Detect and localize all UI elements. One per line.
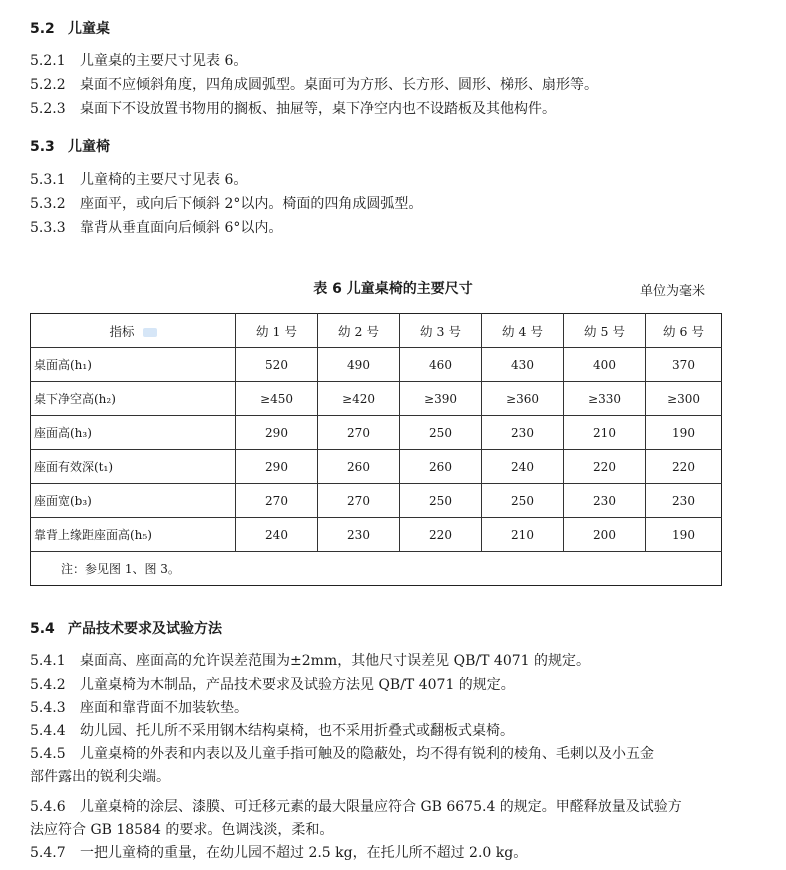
table-cell: 190 (646, 416, 722, 450)
table-cell: 230 (482, 416, 564, 450)
table-cell: 230 (318, 518, 400, 552)
clause-5-3-3: 5.3.3 靠背从垂直面向后倾斜 6°以内。 (30, 220, 283, 236)
table-cell: 370 (646, 348, 722, 382)
header-cell: 幼 2 号 (318, 314, 400, 348)
table-header-row (31, 314, 722, 348)
table-cell: ≥360 (482, 382, 564, 416)
table-cell: 250 (482, 484, 564, 518)
clause-5-4-6-continued: 法应符合 GB 18584 的要求。色调浅淡，柔和。 (30, 822, 334, 838)
dimensions-table (30, 313, 722, 586)
table-cell: 220 (400, 518, 482, 552)
table-cell: 250 (400, 484, 482, 518)
header-cell: 幼 1 号 (236, 314, 318, 348)
row-label: 座面宽(b₃) (31, 484, 236, 518)
table-cell: 190 (646, 518, 722, 552)
clause-5-4-2: 5.4.2 儿童桌椅为木制品，产品技术要求及试验方法见 QB/T 4071 的规定。 (30, 677, 515, 693)
table-cell: 220 (646, 450, 722, 484)
clause-5-3-2: 5.3.2 座面平，或向后下倾斜 2°以内。椅面的四角成圆弧型。 (30, 196, 423, 212)
clause-5-2-1: 5.2.1 儿童桌的主要尺寸见表 6。 (30, 53, 248, 69)
clause-5-4-5-continued: 部件露出的锐利尖端。 (30, 769, 170, 785)
table-cell: 270 (318, 416, 400, 450)
table-cell: 200 (564, 518, 646, 552)
table-title: 表 6 儿童桌椅的主要尺寸 (313, 281, 473, 297)
table-row (31, 382, 722, 416)
clause-5-4-4: 5.4.4 幼儿园、托儿所不采用钢木结构桌椅，也不采用折叠式或翻板式桌椅。 (30, 723, 514, 739)
table-cell: 230 (564, 484, 646, 518)
table-row (31, 484, 722, 518)
table-cell: 230 (646, 484, 722, 518)
section-heading-5-3: 5.3 儿童椅 (30, 139, 110, 155)
row-label: 座面有效深(t₁) (31, 450, 236, 484)
table-cell: 430 (482, 348, 564, 382)
header-cell: 幼 5 号 (564, 314, 646, 348)
row-label: 靠背上缘距座面高(h₅) (31, 518, 236, 552)
header-cell: 幼 6 号 (646, 314, 722, 348)
clause-5-2-2: 5.2.2 桌面不应倾斜角度，四角成圆弧型。桌面可为方形、长方形、圆形、梯形、扇形等。 (30, 77, 598, 93)
table-cell: 240 (482, 450, 564, 484)
clause-5-3-1: 5.3.1 儿童椅的主要尺寸见表 6。 (30, 172, 248, 188)
table-unit: 单位为毫米 (640, 284, 706, 299)
table-cell: 460 (400, 348, 482, 382)
table-cell: ≥330 (564, 382, 646, 416)
table-cell: 400 (564, 348, 646, 382)
watermark-logo-icon (143, 328, 157, 337)
table-cell: 210 (564, 416, 646, 450)
clause-5-4-3: 5.4.3 座面和靠背面不加装软垫。 (30, 700, 248, 716)
clause-5-4-1: 5.4.1 桌面高、座面高的允许误差范围为±2mm，其他尺寸误差见 QB/T 4071 的规定。 (30, 653, 590, 669)
section-heading-5-4: 5.4 产品技术要求及试验方法 (30, 621, 222, 637)
table-row (31, 450, 722, 484)
table-cell: 290 (236, 416, 318, 450)
table-cell: 220 (564, 450, 646, 484)
table-cell: 260 (318, 450, 400, 484)
table-cell: ≥450 (236, 382, 318, 416)
header-cell: 幼 3 号 (400, 314, 482, 348)
row-label: 座面高(h₃) (31, 416, 236, 450)
table-cell: ≥300 (646, 382, 722, 416)
table-cell: 250 (400, 416, 482, 450)
table-cell: ≥390 (400, 382, 482, 416)
table-row (31, 518, 722, 552)
section-heading-5-2: 5.2 儿童桌 (30, 21, 110, 37)
table-note: 注：参见图 1、图 3。 (31, 552, 722, 586)
table-cell: 260 (400, 450, 482, 484)
table-cell: ≥420 (318, 382, 400, 416)
table-cell: 520 (236, 348, 318, 382)
table-cell: 270 (236, 484, 318, 518)
table-cell: 270 (318, 484, 400, 518)
table-note-row (31, 552, 722, 586)
table-cell: 490 (318, 348, 400, 382)
table-cell: 290 (236, 450, 318, 484)
clause-5-4-7: 5.4.7 一把儿童椅的重量，在幼儿园不超过 2.5 kg，在托儿所不超过 2.0 kg。 (30, 845, 528, 861)
row-label: 桌面高(h₁) (31, 348, 236, 382)
clause-5-4-5: 5.4.5 儿童桌椅的外表和内表以及儿童手指可触及的隐蔽处，均不得有锐利的棱角、毛刺以及小五金 (30, 746, 654, 762)
table-cell: 240 (236, 518, 318, 552)
table-cell: 210 (482, 518, 564, 552)
table-row (31, 416, 722, 450)
clause-5-2-3: 5.2.3 桌面下不设放置书物用的搁板、抽屉等，桌下净空内也不设踏板及其他构件。 (30, 101, 556, 117)
row-label: 桌下净空高(h₂) (31, 382, 236, 416)
header-cell-indicator: 指标 (31, 314, 236, 348)
header-cell: 幼 4 号 (482, 314, 564, 348)
clause-5-4-6: 5.4.6 儿童桌椅的涂层、漆膜、可迁移元素的最大限量应符合 GB 6675.4 的规定。甲醛释放量及试验方 (30, 799, 682, 815)
table-row (31, 348, 722, 382)
